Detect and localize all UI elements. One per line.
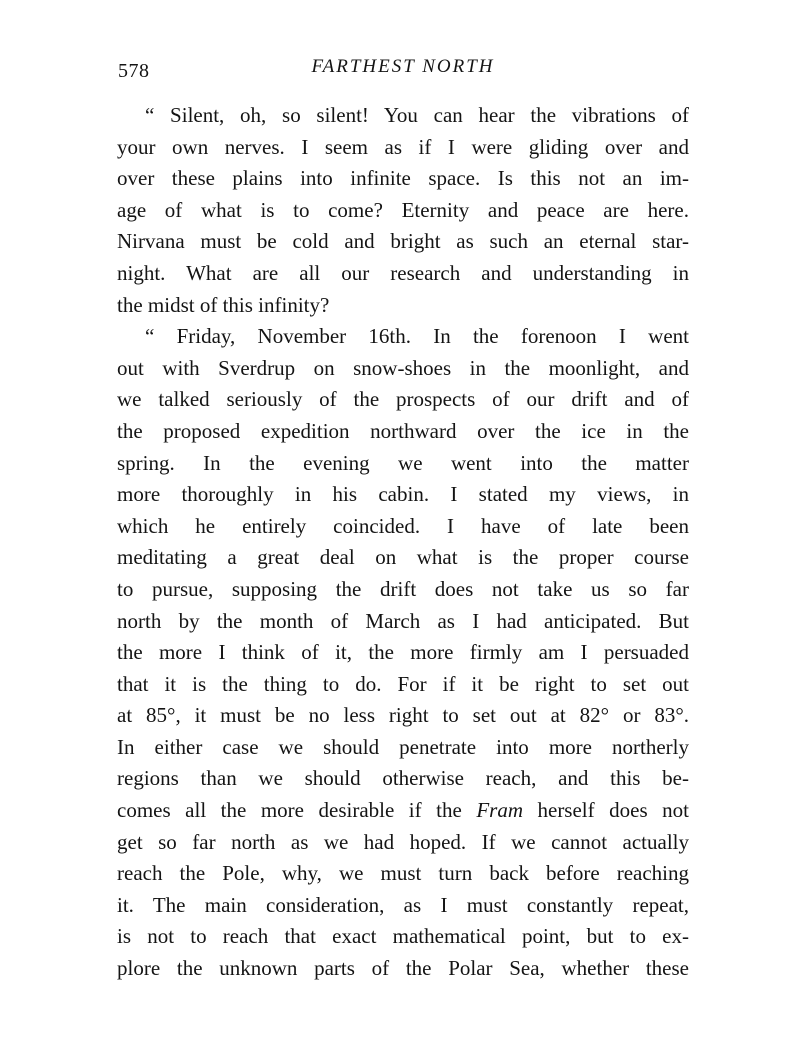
running-head: FARTHEST NORTH: [311, 56, 495, 77]
text-line: get so far north as we had hoped. If we cannot actually: [117, 829, 689, 854]
text-line: plore the unknown parts of the Polar Sea, whether these: [117, 956, 689, 981]
text-line: we talked seriously of the prospects of our drift and of: [117, 387, 689, 412]
text-line: the proposed expedition northward over the ice in the: [117, 418, 689, 443]
text-line: out with Sverdrup on snow-shoes in the moonlight, and: [117, 355, 689, 380]
text-line: over these plains into infinite space. Is this not an im-: [117, 166, 689, 191]
text-line: it. The main consideration, as I must constantly repeat,: [117, 892, 689, 917]
text-line: your own nerves. I seem as if I were gliding over and: [117, 134, 689, 159]
text-line: that it is the thing to do. For if it be right to set out: [117, 671, 689, 696]
text-line: spring. In the evening we went into the matter: [117, 450, 689, 475]
text-line-with-italic: [117, 795, 689, 827]
text-line: more thoroughly in his cabin. I stated my views, in: [117, 482, 689, 507]
text-line: In either case we should penetrate into more northerly: [117, 734, 689, 759]
text-line: to pursue, supposing the drift does not take us so far: [117, 576, 689, 601]
body-text: [117, 100, 689, 985]
text-line: the more I think of it, the more firmly am I persuaded: [117, 640, 689, 665]
text-line: is not to reach that exact mathematical point, but to ex-: [117, 924, 689, 949]
text-line: Nirvana must be cold and bright as such an eternal star-: [117, 229, 689, 254]
page-header: [118, 52, 688, 84]
text-segment: comes all the more desirable if the: [117, 798, 477, 823]
text-line: reach the Pole, why, we must turn back before reaching: [117, 861, 689, 886]
text-line: north by the month of March as I had anticipated. But: [117, 608, 689, 633]
text-line: at 85°, it must be no less right to set out at 82° or 83°.: [117, 703, 689, 728]
text-line: “ Silent, oh, so silent! You can hear the vibrations of: [145, 103, 689, 127]
text-line: which he entirely coincided. I have of late been: [117, 513, 689, 538]
page-number: 578: [118, 60, 150, 82]
ship-name-italic: Fram: [476, 798, 523, 823]
text-line: “ Friday, November 16th. In the forenoon I went: [145, 324, 689, 349]
text-line: regions than we should otherwise reach, and this be-: [117, 766, 689, 791]
text-line: age of what is to come? Eternity and peace are here.: [117, 197, 689, 222]
text-line: night. What are all our research and understanding in: [117, 260, 689, 285]
text-line: the midst of this infinity?: [117, 292, 330, 317]
text-line: meditating a great deal on what is the proper course: [117, 545, 689, 570]
text-segment: herself does not: [522, 798, 689, 823]
